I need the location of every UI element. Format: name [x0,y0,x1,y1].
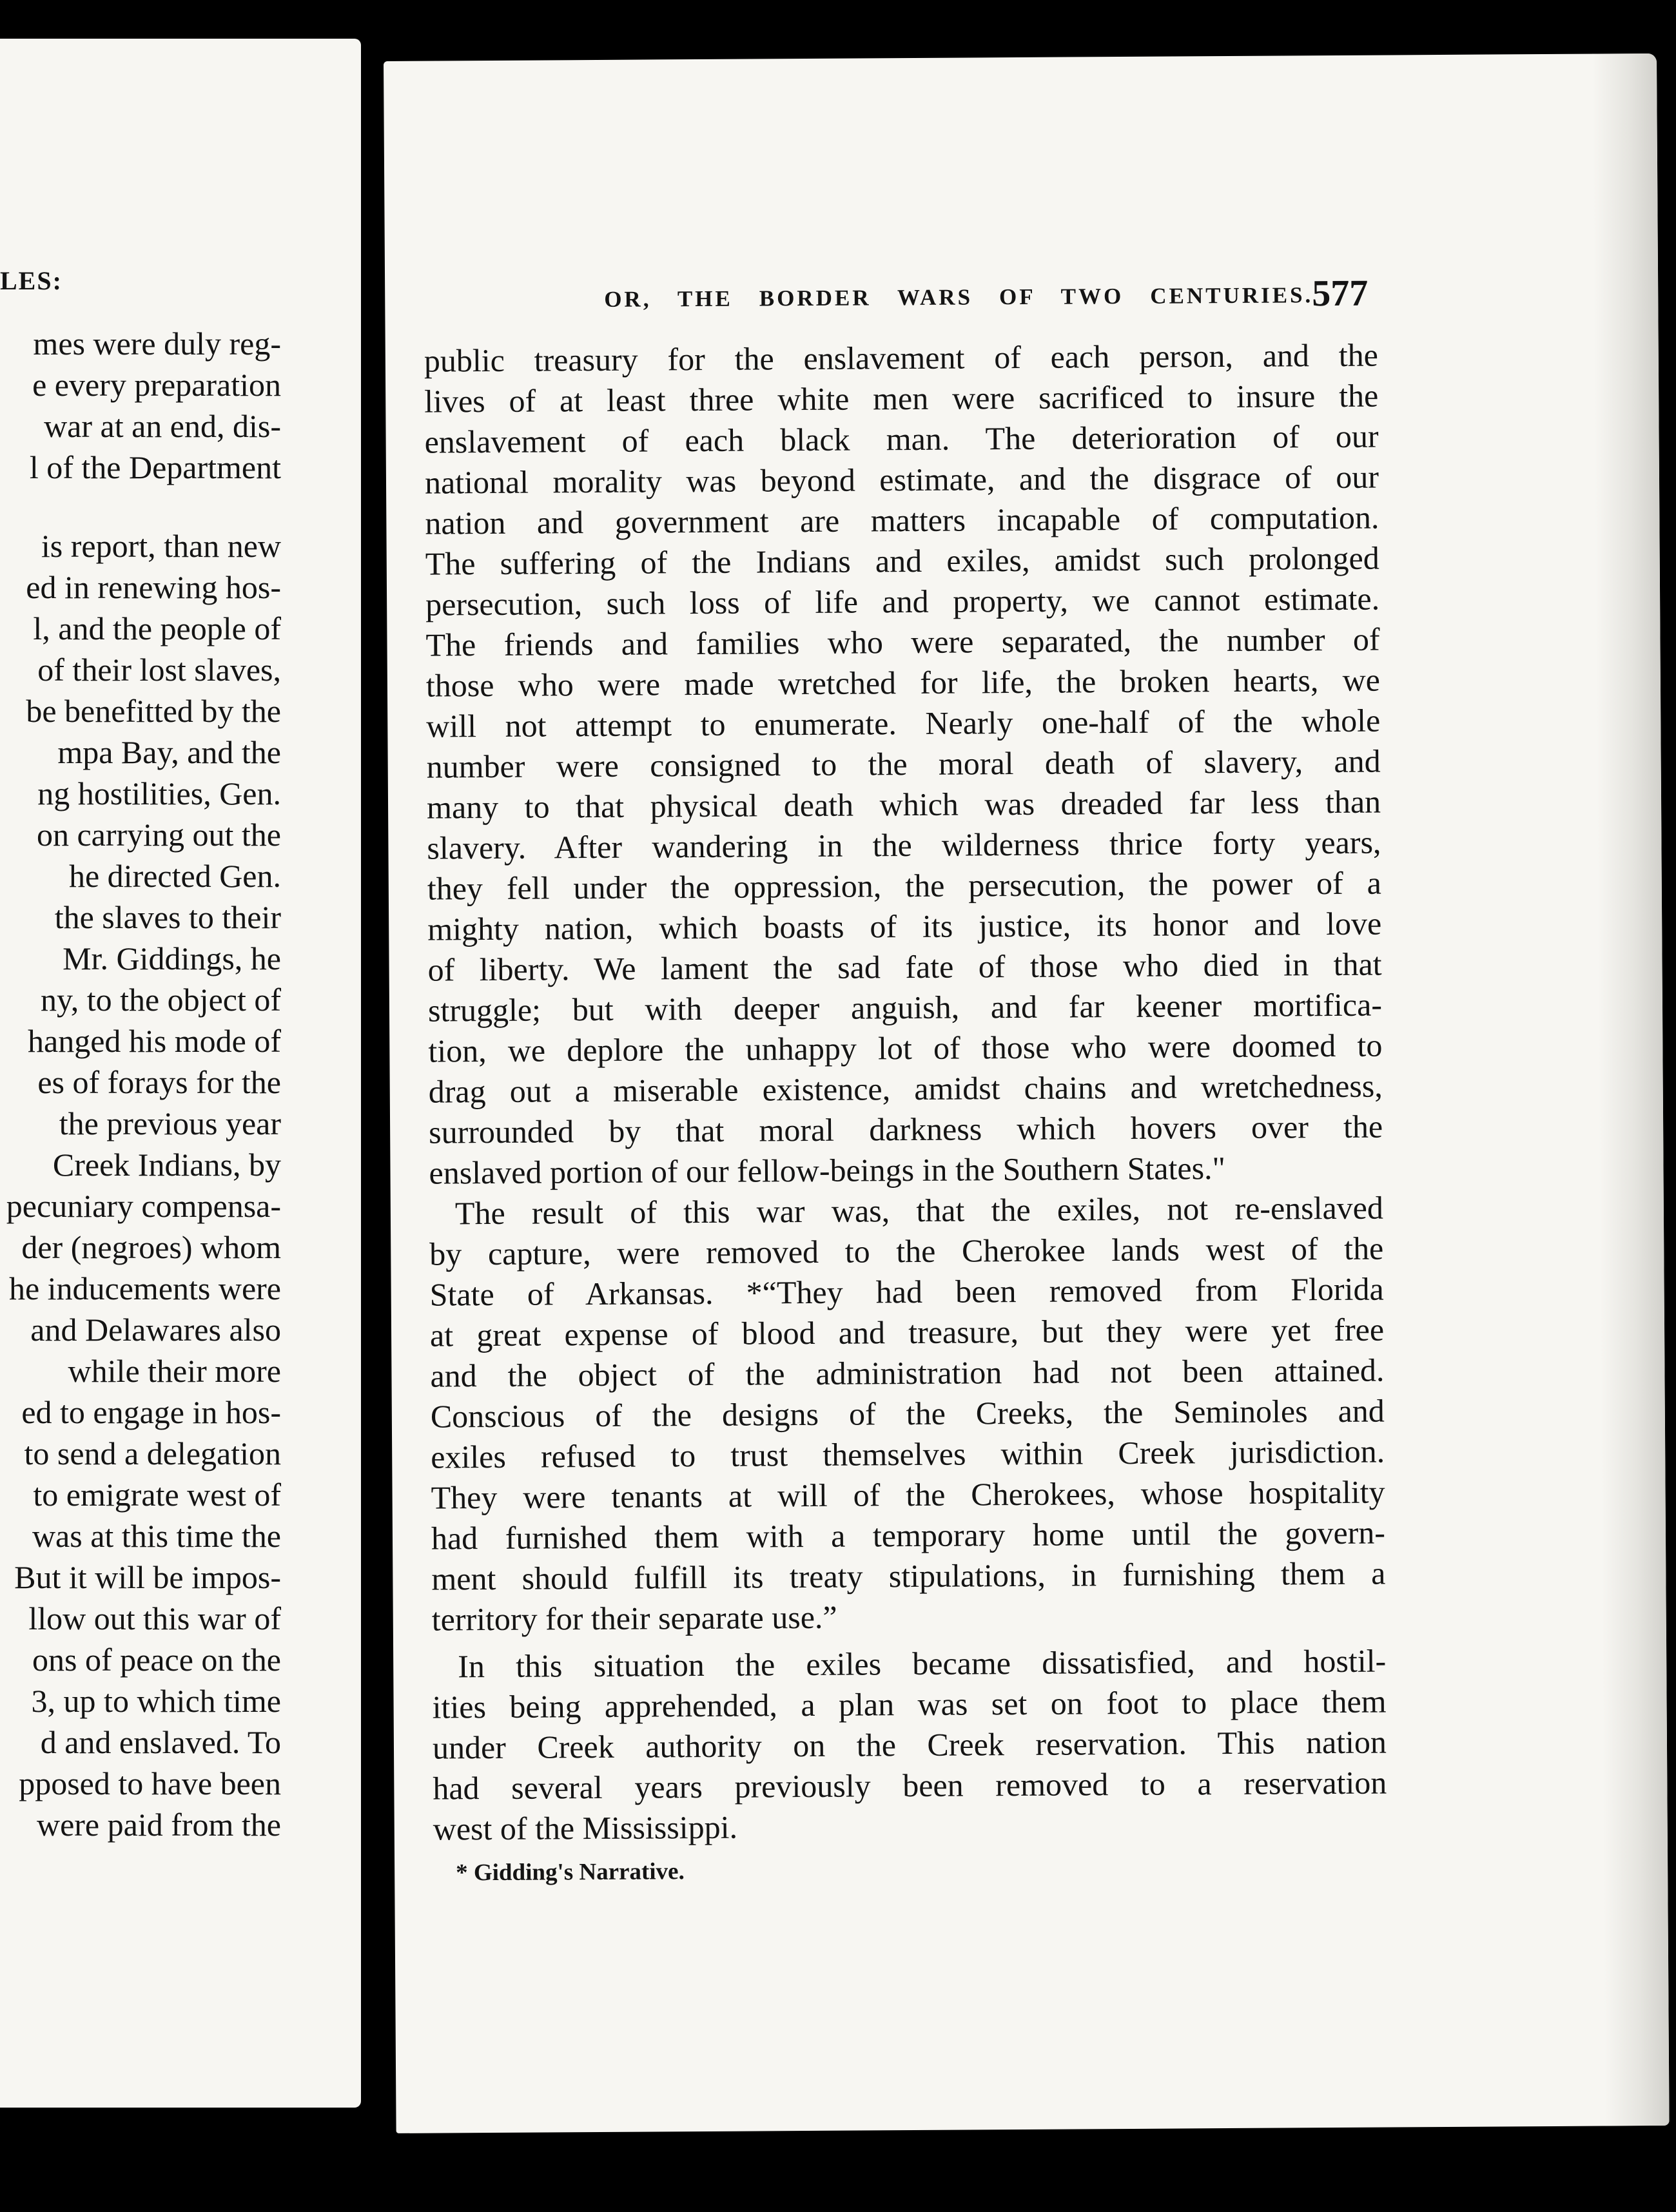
body-line: will not attempt to enumerate. Nearly one-half of the whole [426,702,1381,744]
left-running-header: LES: [0,266,63,295]
left-line: But it will be impos- [14,1559,281,1595]
body-line: public treasury for the enslavement of each person, and the [424,336,1378,379]
left-line: ny, to the object of [40,982,281,1018]
left-line: the previous year [59,1105,281,1141]
body-line: The friends and families who were separated, the number of [425,621,1380,663]
body-line: The result of this war was, that the exiles, not re-enslaved [454,1189,1384,1232]
body-line: national morality was beyond estimate, and the disgrace of our [424,458,1379,501]
body-line: territory for their separate use.” [431,1598,837,1638]
left-line: l, and the people of [33,610,281,646]
left-line: mpa Bay, and the [57,734,281,770]
body-line: slavery. After wandering in the wilderness thrice forty years, [427,824,1381,866]
body-line: exiles refused to trust themselves within Creek jurisdiction. [431,1433,1385,1475]
left-line: 3, up to which time [31,1683,281,1719]
left-line: the slaves to their [54,899,281,935]
body-line: State of Arkansas. *“They had been removed from Florida [429,1270,1384,1313]
left-line: d and enslaved. To [40,1724,281,1760]
body-line: nation and government are matters incapable of computation. [425,499,1379,541]
body-line: those who were made wretched for life, the broken hearts, we [425,661,1381,704]
left-line: ed in renewing hos- [26,569,281,605]
body-line: surrounded by that moral darkness which hovers over the [428,1108,1383,1150]
body-line: tion, we deplore the unhappy lot of those who were doomed to [428,1027,1383,1069]
right-page [384,53,1670,2133]
body-line: ment should fulfill its treaty stipulations, in furnishing them a [431,1555,1386,1597]
left-line: war at an end, dis- [44,408,281,444]
body-line: at great expense of blood and treasure, but they were yet free [429,1311,1385,1353]
left-line: pecuniary compensa- [6,1188,281,1224]
page-number: 577 [1312,271,1369,315]
body-line: mighty nation, which boasts of its justice, its honor and love [427,905,1382,947]
left-line: ed to engage in hos- [21,1394,281,1430]
left-line: be benefitted by the [26,693,281,729]
body-line: Conscious of the designs of the Creeks, the Seminoles and [430,1392,1385,1435]
left-line: llow out this war of [28,1600,281,1636]
body-line: number were consigned to the moral death of slavery, and [426,742,1381,785]
left-line: he inducements were [8,1270,281,1306]
body-line: persecution, such loss of life and property, we cannot estimate. [425,580,1380,623]
left-line: hanged his mode of [28,1023,281,1059]
left-line: ons of peace on the [32,1642,281,1678]
body-line: by capture, were removed to the Cherokee lands west of the [429,1230,1384,1272]
left-line: Creek Indians, by [52,1147,281,1183]
body-line: The suffering of the Indians and exiles, amidst such prolonged [425,539,1379,582]
left-line: while their more [68,1353,281,1389]
left-line: and Delawares also [30,1312,281,1348]
left-line: on carrying out the [36,817,281,853]
left-line: l of the Department [29,449,281,485]
body-line: had several years previously been removed to a reservation [433,1764,1387,1807]
body-line: drag out a miserable existence, amidst chains and wretchedness, [428,1067,1383,1110]
running-header: OR, THE BORDER WARS OF TWO CENTURIES. [604,282,1314,312]
body-line: ities being apprehended, a plan was set on foot to place them [432,1683,1387,1725]
body-line: struggle; but with deeper anguish, and far keener mortifica- [427,986,1383,1029]
body-line: under Creek authority on the Creek reservation. This nation [432,1723,1387,1766]
body-line: west of the Mississippi. [433,1809,738,1847]
footnote: * Gidding's Narrative. [456,1858,685,1887]
left-line: was at this time the [32,1518,281,1554]
left-line: mes were duly reg- [33,325,281,362]
left-line: e every preparation [32,367,281,403]
left-line: he directed Gen. [68,858,281,894]
body-line: had furnished them with a temporary home until the govern- [431,1514,1386,1557]
left-line: is report, than new [41,528,281,564]
left-line: der (negroes) whom [21,1229,281,1265]
body-line: In this situation the exiles became dissatisfied, and hostil- [458,1642,1387,1685]
body-line: enslaved portion of our fellow-beings in the Southern States." [429,1150,1226,1191]
left-line: pposed to have been [19,1765,281,1801]
left-page [0,39,361,2108]
page-edge-shading [1592,53,1670,2126]
left-line: es of forays for the [37,1064,281,1100]
body-line: They were tenants at will of the Cherokees, whose hospitality [431,1473,1385,1516]
body-line: enslavement of each black man. The deterioration of our [424,418,1379,460]
body-line: of liberty. We lament the sad fate of those who died in that [427,946,1382,988]
left-line: to emigrate west of [33,1477,281,1513]
body-line: lives of at least three white men were sacrificed to insure the [424,377,1379,420]
left-line: Mr. Giddings, he [63,940,281,976]
left-line: of their lost slaves, [37,652,281,688]
body-line: and the object of the administration had not been attained. [430,1352,1385,1394]
body-line: they fell under the oppression, the persecution, the power of a [427,864,1381,907]
left-page-text [0,39,361,2108]
body-line: many to that physical death which was dreaded far less than [426,783,1381,826]
left-line: were paid from the [36,1807,281,1843]
left-line: ng hostilities, Gen. [37,775,281,811]
left-line: to send a delegation [24,1435,281,1471]
